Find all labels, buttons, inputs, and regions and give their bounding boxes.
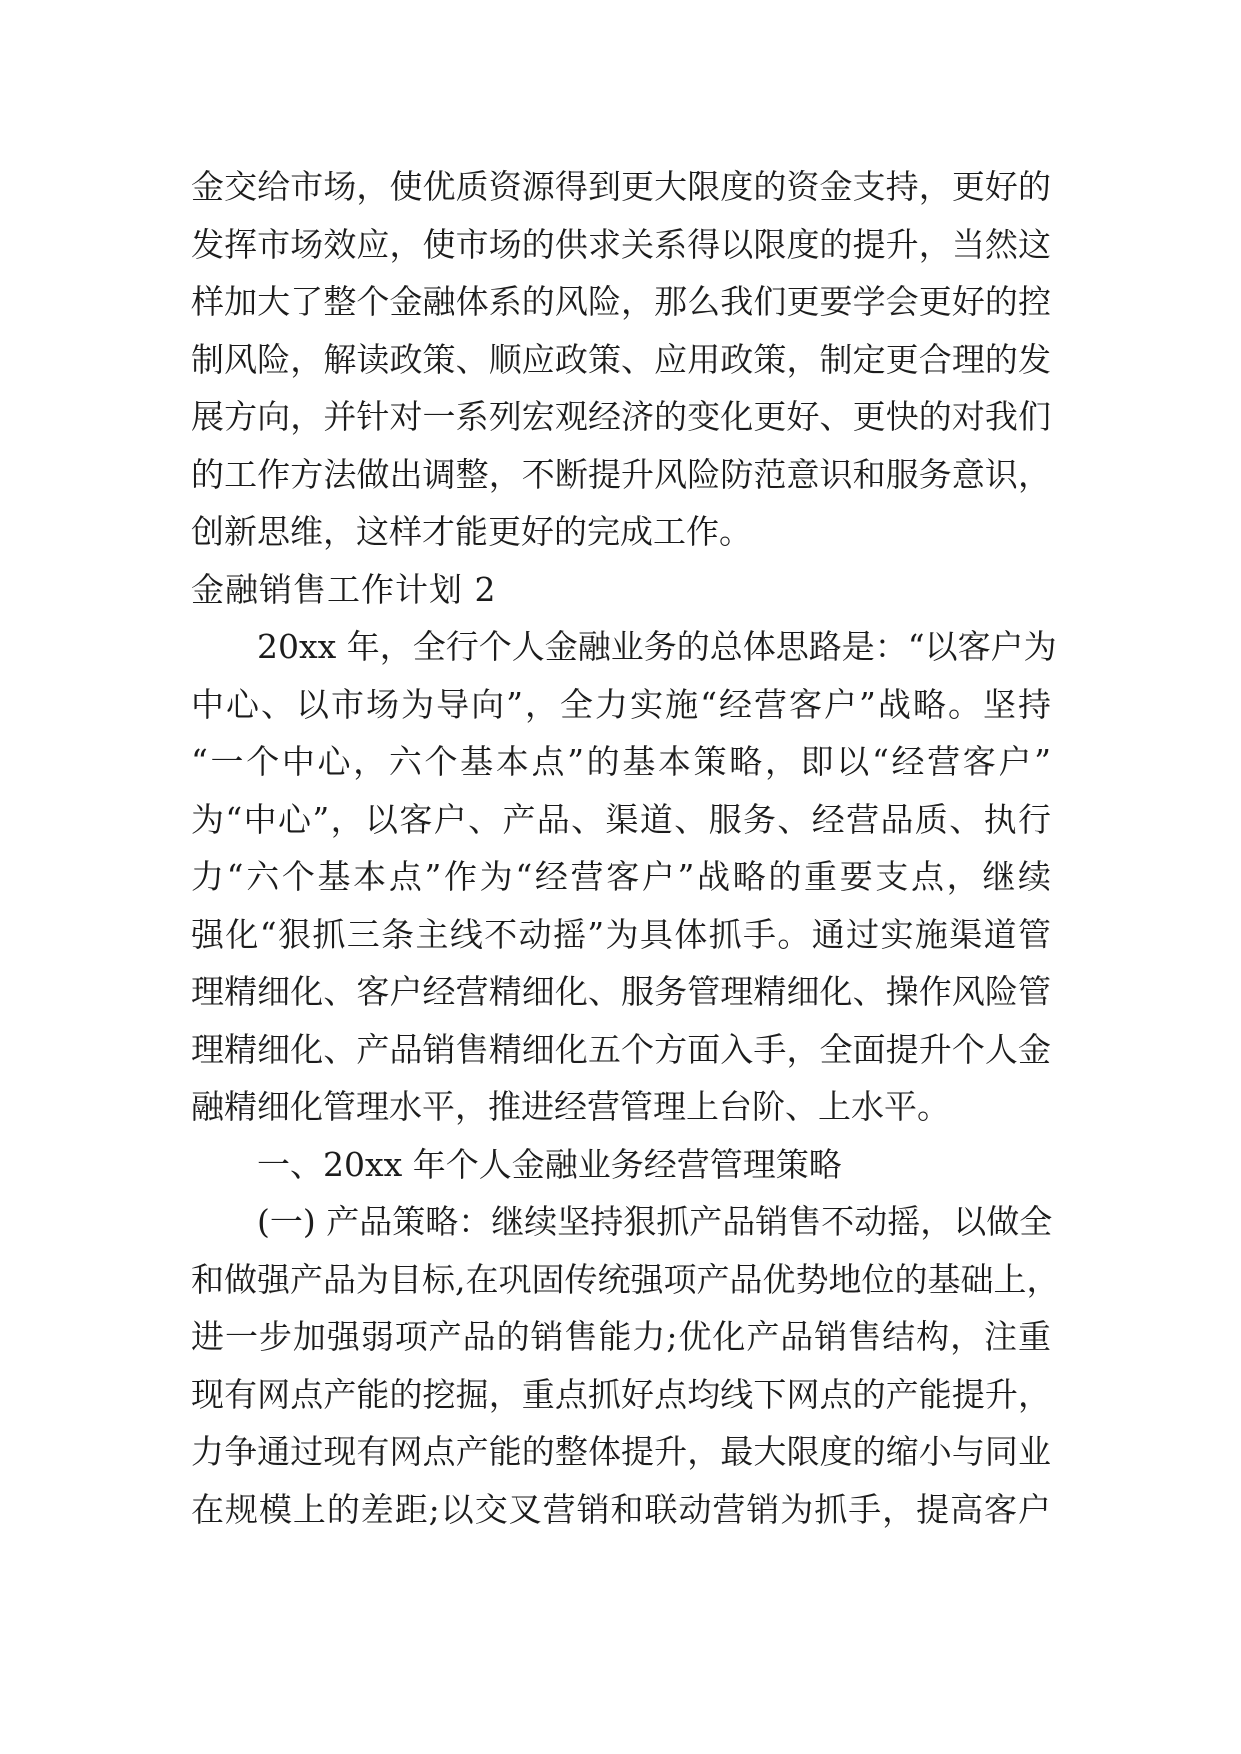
paragraph-line: 理精细化、客户经营精细化、服务管理精细化、操作风险管: [191, 972, 1051, 1011]
paragraph-line: 力“六个基本点”作为“经营客户”战略的重要支点，继续: [191, 857, 1051, 896]
document-body: [191, 158, 1060, 1538]
paragraph-line: 现有网点产能的挖掘，重点抓好点均线下网点的产能提升，: [191, 1374, 1051, 1414]
paragraph-line: 的工作方法做出调整，不断提升风险防范意识和服务意识，: [191, 454, 1051, 494]
paragraph-line: 创新思维，这样才能更好的完成工作。: [191, 512, 752, 551]
paragraph-line: 样加大了整个金融体系的风险，那么我们更要学会更好的控: [191, 282, 1051, 321]
paragraph-line: 和做强产品为目标,在巩固传统强项产品优势地位的基础上，: [191, 1259, 1060, 1299]
paragraph-line: 金交给市场，使优质资源得到更大限度的资金支持，更好的: [191, 167, 1051, 206]
paragraph-line: 展方向，并针对一系列宏观经济的变化更好、更快的对我们: [191, 397, 1051, 436]
paragraph-line: “一个中心，六个基本点”的基本策略，即以“经营客户”: [191, 742, 1051, 781]
paragraph-line: 制风险，解读政策、顺应政策、应用政策，制定更合理的发: [191, 339, 1051, 379]
paragraph-line: 力争通过现有网点产能的整体提升，最大限度的缩小与同业: [191, 1432, 1051, 1471]
paragraph-line: 发挥市场效应，使市场的供求关系得以限度的提升，当然这: [191, 224, 1051, 264]
paragraph-line: 融精细化管理水平，推进经营管理上台阶、上水平。: [191, 1087, 950, 1126]
paragraph-line: (一) 产品策略：继续坚持狠抓产品销售不动摇，以做全: [257, 1202, 1053, 1241]
paragraph-line: 强化“狠抓三条主线不动摇”为具体抓手。通过实施渠道管: [191, 914, 1051, 954]
paragraph-line: 为“中心”，以客户、产品、渠道、服务、经营品质、执行: [191, 799, 1051, 839]
section-title: 金融销售工作计划 2: [191, 569, 497, 609]
paragraph-line: 在规模上的差距;以交叉营销和联动营销为抓手，提高客户: [191, 1489, 1051, 1529]
paragraph-line: 理精细化、产品销售精细化五个方面入手，全面提升个人金: [191, 1029, 1051, 1069]
paragraph-line: 20xx 年，全行个人金融业务的总体思路是：“以客户为: [257, 627, 1057, 666]
section-heading: 一、20xx 年个人金融业务经营管理策略: [257, 1144, 842, 1184]
paragraph-line: 中心、以市场为导向”，全力实施“经营客户”战略。坚持: [191, 684, 1051, 724]
paragraph-line: 进一步加强弱项产品的销售能力;优化产品销售结构，注重: [191, 1317, 1051, 1356]
